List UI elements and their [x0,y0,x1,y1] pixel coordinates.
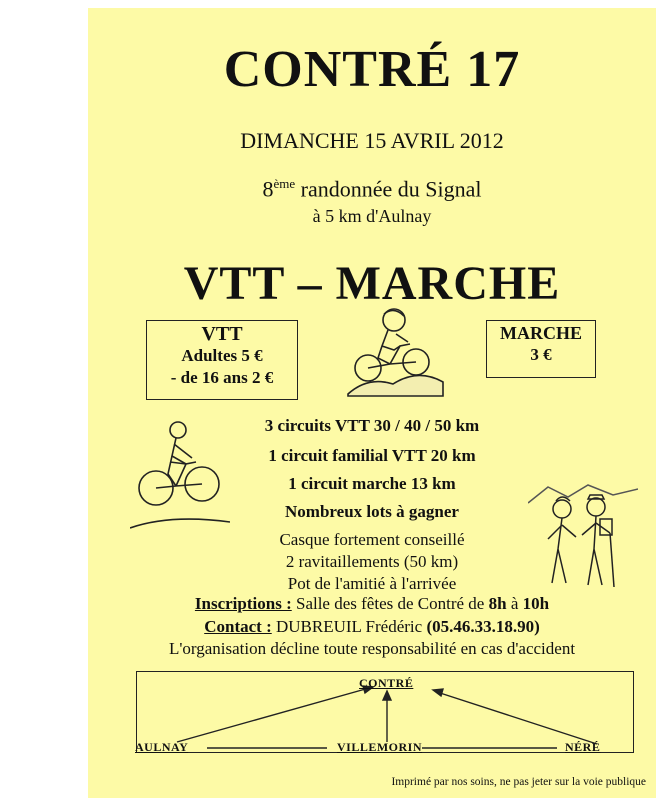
bmx-rider-icon [338,306,448,398]
circuit-marche: 1 circuit marche 13 km [288,474,456,493]
poster [88,8,656,798]
vtt-youth-price: - de 16 ans 2 € [170,368,274,387]
note-pot: Pot de l'amitié à l'arrivée [287,574,457,593]
main-title: VTT – MARCHE [183,257,561,310]
town-contre: CONTRÉ [359,676,414,690]
inscriptions-label: Inscriptions : [194,594,292,613]
circuit-vtt: 3 circuits VTT 30 / 40 / 50 km [264,416,480,435]
note-casque: Casque fortement conseillé [279,530,465,549]
contact-label: Contact : [204,617,272,636]
poster-title: CONTRÉ 17 [223,41,521,98]
town-villemorin: VILLEMORIN [337,740,423,754]
town-nere: NÉRÉ [565,740,601,754]
vtt-adult-price: Adultes 5 € [181,346,263,365]
marche-price-box [486,320,596,378]
vtt-price-box [146,320,298,400]
contact-line: Contact : DUBREUIL Frédéric (05.46.33.18.90) [204,617,540,636]
rando-title: 8ème randonnée du Signal [262,176,482,202]
circuit-familial: 1 circuit familial VTT 20 km [268,446,476,465]
lots-text: Nombreux lots à gagner [285,502,459,521]
contact-phone: (05.46.33.18.90) [426,617,540,636]
marche-box-heading: MARCHE [500,323,582,343]
footer-note: Imprimé par nos soins, ne pas jeter sur la voie publique [391,776,646,788]
town-aulnay: AULNAY [135,740,189,754]
note-ravitaillements: 2 ravitaillements (50 km) [285,552,459,571]
vtt-box-heading: VTT [201,323,243,345]
disclaimer: L'organisation décline toute responsabilité en cas d'accident [168,639,576,658]
marche-price: 3 € [530,345,552,364]
route-map [136,671,634,753]
inscriptions-line: Inscriptions : Salle des fêtes de Contré de 8h à 10h [194,594,550,613]
distance-text: à 5 km d'Aulnay [312,206,432,226]
event-date: DIMANCHE 15 AVRIL 2012 [240,128,504,153]
